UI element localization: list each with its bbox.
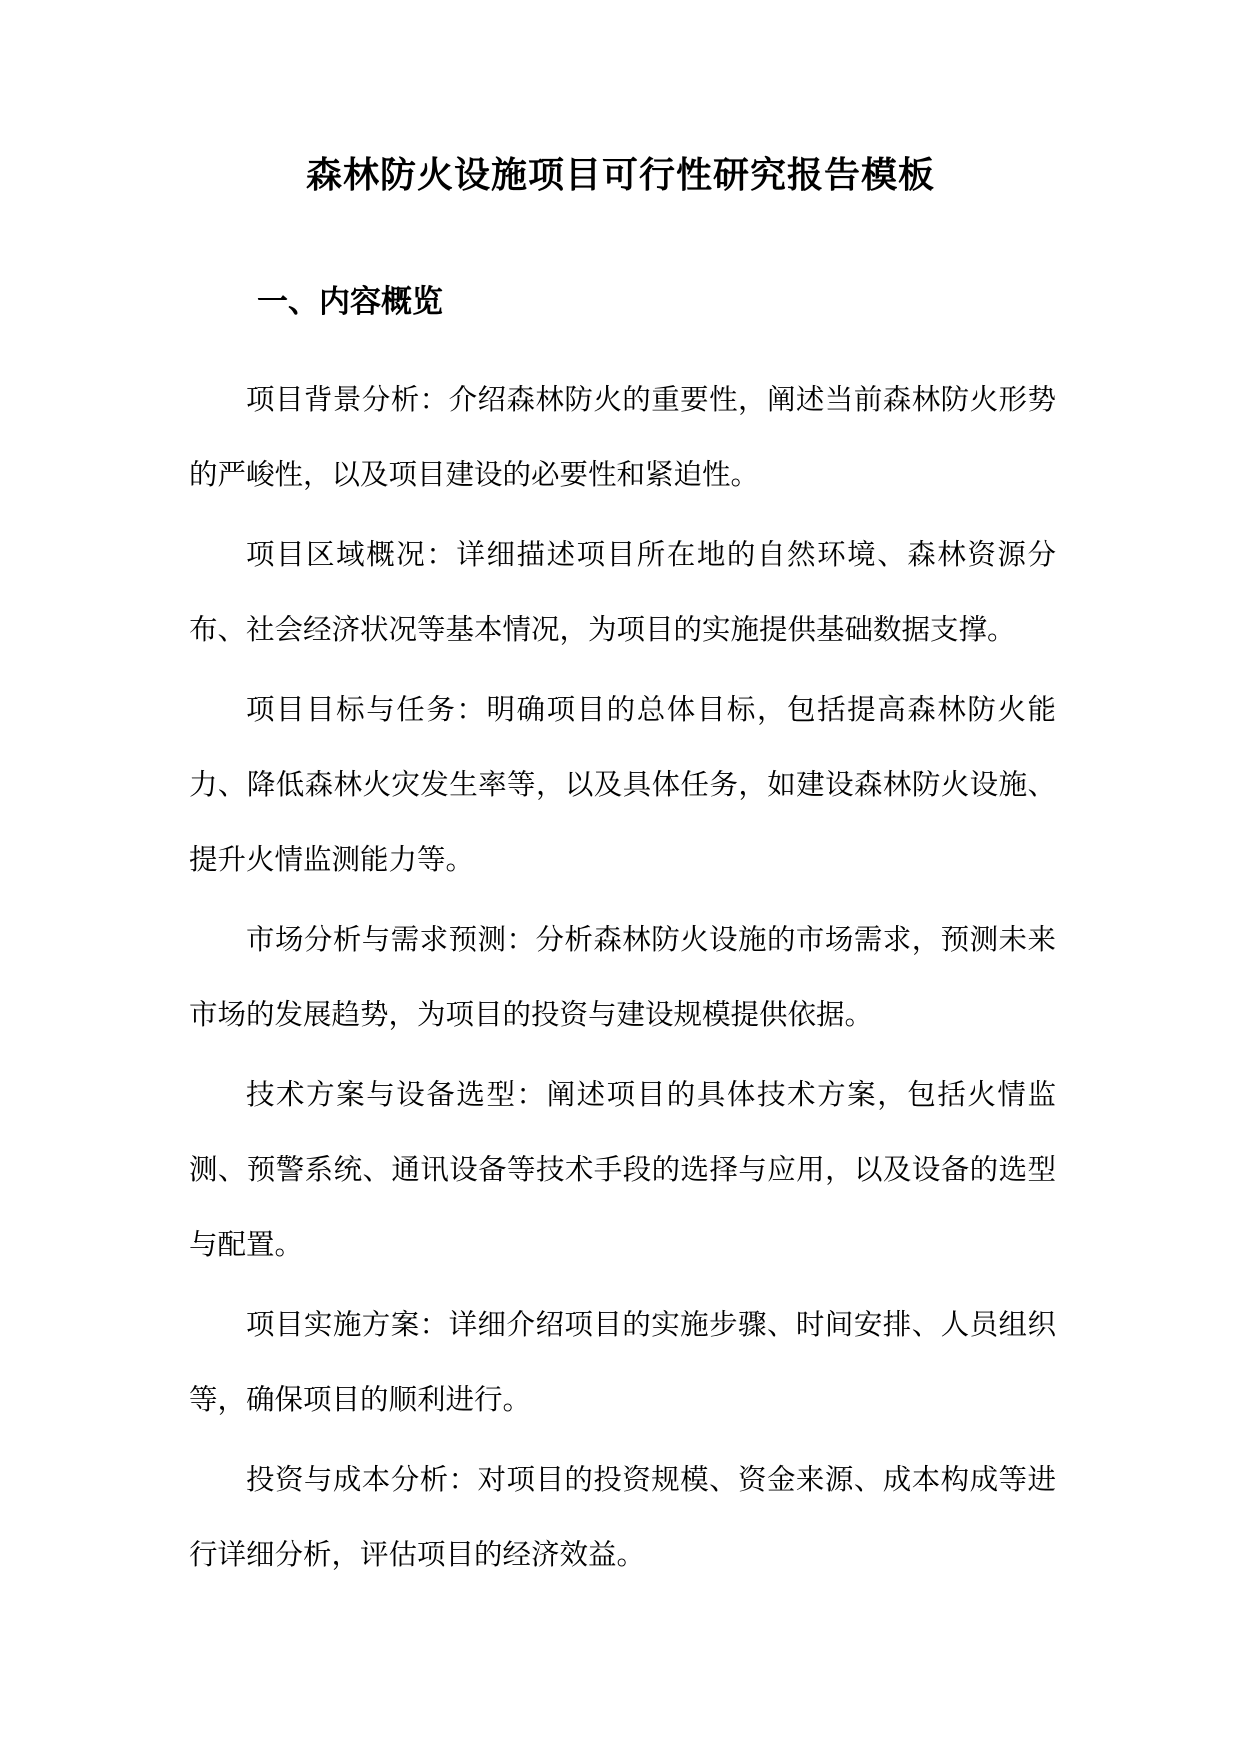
paragraph-implementation-plan: 项目实施方案：详细介绍项目的实施步骤、时间安排、人员组织等，确保项目的顺利进行。	[189, 1308, 1056, 1416]
paragraph-project-area-overview: 项目区域概况：详细描述项目所在地的自然环境、森林资源分布、社会经济状况等基本情况，为项目的实施提供基础数据支撑。	[189, 538, 1056, 646]
paragraph-project-goals-tasks: 项目目标与任务：明确项目的总体目标，包括提高森林防火能力、降低森林火灾发生率等，以及具体任务，如建设森林防火设施、提升火情监测能力等。	[189, 693, 1056, 876]
section-heading: 一、内容概览	[257, 284, 443, 320]
paragraph-project-background: 项目背景分析：介绍森林防火的重要性，阐述当前森林防火形势的严峻性，以及项目建设的必要性和紧迫性。	[189, 383, 1056, 491]
paragraph-technical-plan: 技术方案与设备选型：阐述项目的具体技术方案，包括火情监测、预警系统、通讯设备等技术手段的选择与应用，以及设备的选型与配置。	[189, 1078, 1056, 1261]
paragraph-market-analysis: 市场分析与需求预测：分析森林防火设施的市场需求，预测未来市场的发展趋势，为项目的投资与建设规模提供依据。	[189, 923, 1056, 1031]
section-body	[189, 362, 1056, 1597]
paragraph-investment-cost: 投资与成本分析：对项目的投资规模、资金来源、成本构成等进行详细分析，评估项目的经济效益。	[189, 1463, 1056, 1571]
document-title: 森林防火设施项目可行性研究报告模板	[305, 155, 935, 196]
